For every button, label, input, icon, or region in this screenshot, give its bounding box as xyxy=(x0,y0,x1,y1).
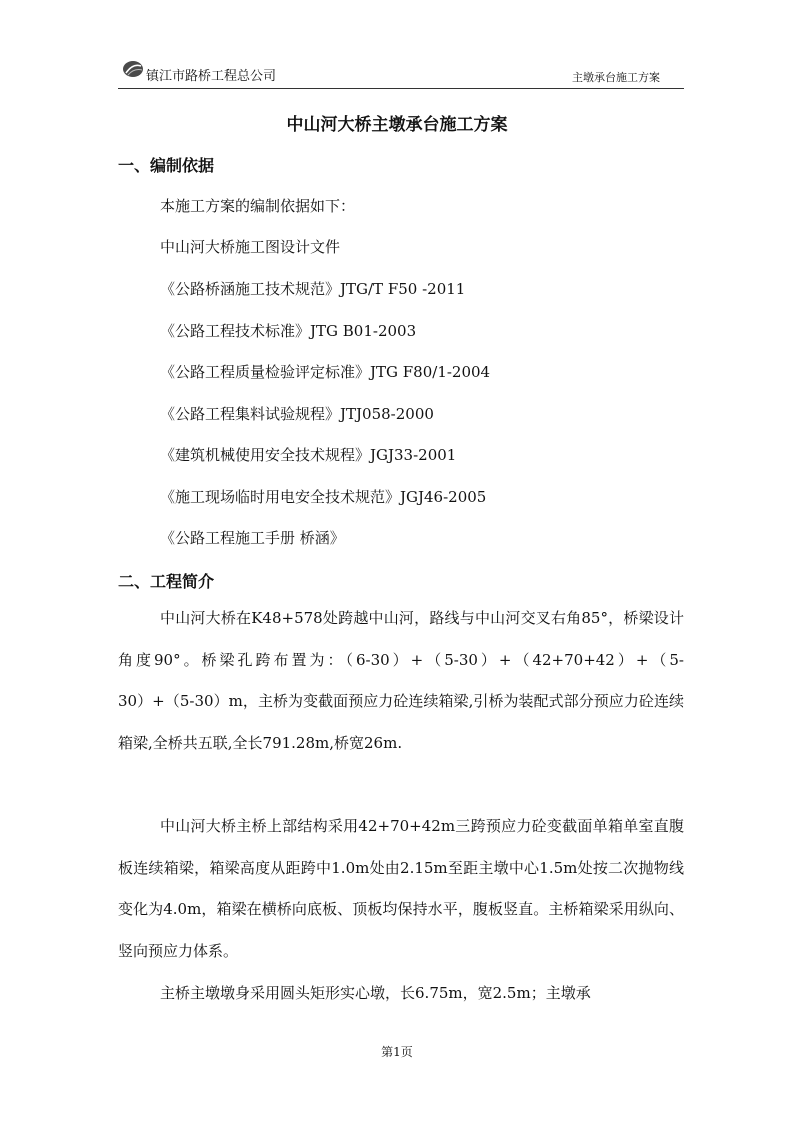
overview-paragraph: 中山河大桥主桥上部结构采用42+70+42m三跨预应力砼变截面单箱单室直腹板连续箱梁，箱梁高度从距跨中1.0m处由2.15m至距主墩中心1.5m处按二次抛物线变化为4.0m，箱梁在横桥向底板、顶板均保持水平，腹板竖直。主桥箱梁采用纵向、竖向预应力体系。 xyxy=(118,817,684,960)
basis-item: 《公路工程技术标准》JTG B01-2003 xyxy=(160,322,417,340)
basis-intro: 本施工方案的编制依据如下： xyxy=(160,197,356,215)
document-tag: 主墩承台施工方案 xyxy=(572,71,660,84)
basis-item: 《公路工程施工手册 桥涵》 xyxy=(160,529,345,547)
company-logo-icon xyxy=(122,60,144,78)
page-number: 第1页 xyxy=(381,1045,413,1059)
basis-item: 中山河大桥施工图设计文件 xyxy=(160,238,341,256)
basis-item: 《施工现场临时用电安全技术规范》JGJ46-2005 xyxy=(160,488,487,506)
section-heading-overview: 二、工程简介 xyxy=(118,572,215,591)
basis-item: 《公路桥涵施工技术规范》JTG/T F50 -2011 xyxy=(160,280,466,298)
page-header xyxy=(118,56,684,89)
basis-item: 《公路工程集料试验规程》JTJ058-2000 xyxy=(160,405,434,423)
overview-paragraph: 主桥主墩墩身采用圆头矩形实心墩，长6.75m，宽2.5m；主墩承 xyxy=(160,984,591,1002)
document-title: 中山河大桥主墩承台施工方案 xyxy=(286,115,508,135)
basis-item: 《公路工程质量检验评定标准》JTG F80/1-2004 xyxy=(160,363,491,381)
company-name: 镇江市路桥工程总公司 xyxy=(146,69,277,84)
section-heading-basis: 一、编制依据 xyxy=(118,156,215,175)
overview-paragraph: 中山河大桥在K48+578处跨越中山河，路线与中山河交叉右角85°，桥梁设计角度90°。桥梁孔跨布置为：（6-30）+（5-30）+（42+70+42）+（5-30）+（5-30）m，主桥为变截面预应力砼连续箱梁,引桥为装配式部分预应力砼连续箱梁,全桥共五联,全长791.28m,桥宽26m. xyxy=(118,609,684,752)
basis-item: 《建筑机械使用安全技术规程》JGJ33-2001 xyxy=(160,446,457,464)
